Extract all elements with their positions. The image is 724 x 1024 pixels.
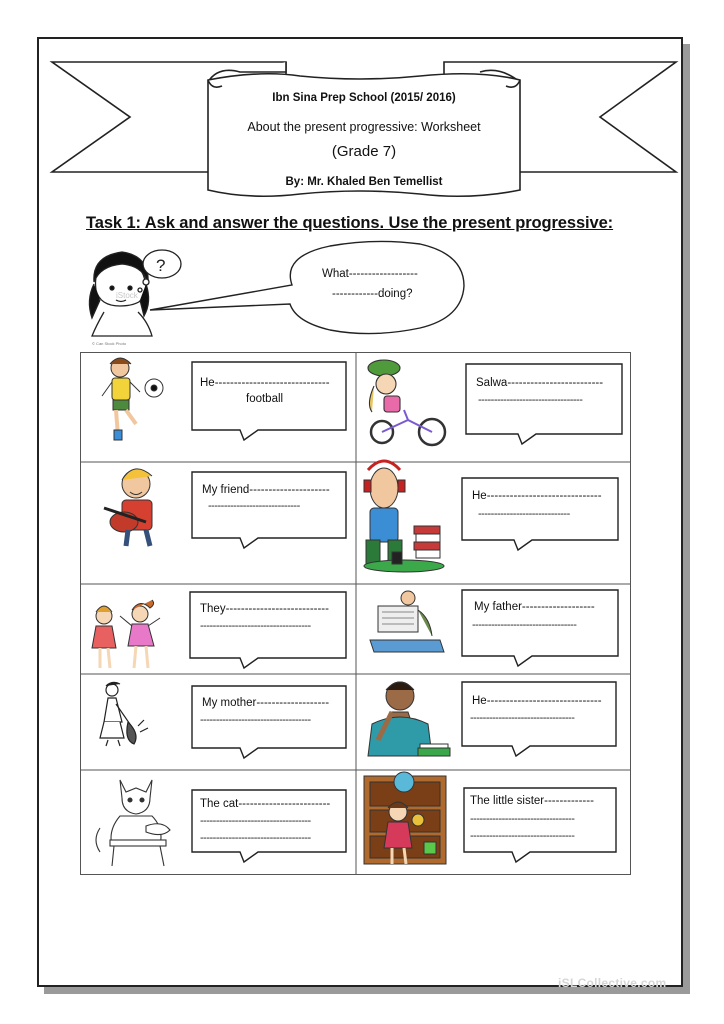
answer-prompt-5[interactable]: They--------------------------- xyxy=(200,603,329,615)
answer-line-9b[interactable]: ----------------------------------- xyxy=(200,832,311,844)
answer-prompt-2[interactable]: Salwa------------------------- xyxy=(476,377,604,389)
grade-label: (Grade 7) xyxy=(331,143,397,160)
worksheet-subtitle: About the present progressive: Worksheet xyxy=(247,120,481,134)
answer-prompt-8[interactable]: He------------------------------ xyxy=(472,695,602,707)
answer-line-4[interactable]: ----------------------------- xyxy=(478,508,570,520)
answer-prompt-3[interactable]: My friend--------------------- xyxy=(202,484,330,496)
answer-line-8[interactable]: --------------------------------- xyxy=(470,712,575,724)
answer-prompt-9[interactable]: The cat------------------------ xyxy=(200,798,331,810)
answer-prompt-4[interactable]: He------------------------------ xyxy=(472,490,602,502)
school-name: Ibn Sina Prep School (2015/ 2016) xyxy=(272,92,456,104)
answer-line-2[interactable]: --------------------------------- xyxy=(478,394,583,406)
question-mark: ? xyxy=(156,256,166,275)
answer-line-6[interactable]: --------------------------------- xyxy=(472,619,577,631)
answer-line-7[interactable]: ----------------------------------- xyxy=(200,714,311,726)
answer-line-9a[interactable]: ----------------------------------- xyxy=(200,815,311,827)
bubble-question-line2: ------------doing? xyxy=(332,288,413,300)
answer-line-3[interactable]: ----------------------------- xyxy=(208,500,300,512)
answer-prompt-7[interactable]: My mother------------------- xyxy=(202,697,330,709)
answer-line-5[interactable]: ----------------------------------- xyxy=(200,620,311,632)
stock-caption: iStock xyxy=(116,291,138,300)
answer-line-10b[interactable]: --------------------------------- xyxy=(470,830,575,842)
svg-text:© Can Stock Photo: © Can Stock Photo xyxy=(92,341,127,346)
answer-prompt-6[interactable]: My father------------------- xyxy=(474,601,595,613)
site-watermark: iSLCollective.com xyxy=(558,976,667,990)
bubble-question-line1: What------------------ xyxy=(322,268,418,280)
author-name: By: Mr. Khaled Ben Temellist xyxy=(285,176,443,188)
answer-prompt-1[interactable]: He------------------------------ xyxy=(200,377,330,389)
answer-line-1[interactable]: football xyxy=(246,393,284,405)
task-title: Task 1: Ask and answer the questions. Use the present progressive: xyxy=(86,214,614,232)
answer-prompt-10[interactable]: The little sister------------- xyxy=(470,795,594,807)
answer-line-10a[interactable]: --------------------------------- xyxy=(470,813,575,825)
